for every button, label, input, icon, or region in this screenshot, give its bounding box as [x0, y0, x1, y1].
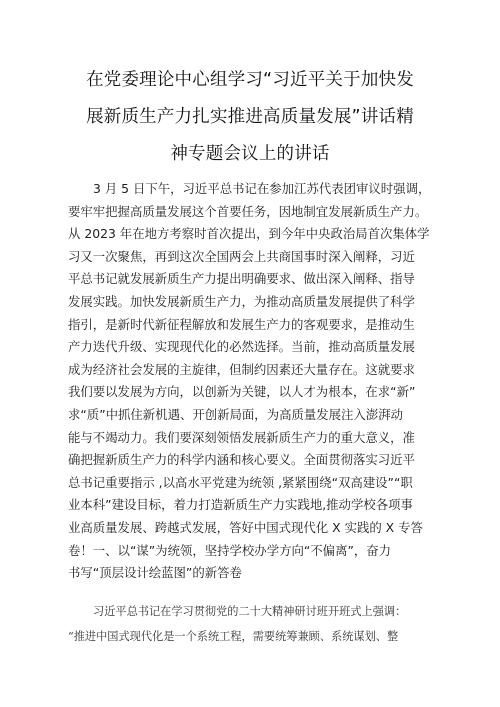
body-line: 总书记重要指示 ,以高水平党建为统领 ,紧紧围绕“双高建设”“职: [68, 474, 413, 490]
body-line: 3 月 5 日下午，习近平总书记在参加江苏代表团审议时强调，: [93, 181, 431, 196]
body-line: 能与不竭动力。我们要深刻领悟发展新质生产力的重大意义，准: [68, 429, 415, 445]
body-line: 平总书记就发展新质生产力提出明确要求、做出深入阐释、指导: [68, 271, 415, 287]
title-line: 在党委理论中心组学习“习近平关于加快发: [86, 70, 414, 90]
body-line: 指引，是新时代新征程解放和发展生产力的客观要求，是推动生: [68, 316, 415, 332]
body-line: 业本科”建设目标，着力打造新质生产力实践地,推动学校各项事: [68, 497, 413, 513]
body-line: 要牢牢把握高质量发展这个首要任务，因地制宜发展新质生产力。: [68, 203, 428, 219]
body-line: 业高质量发展、跨越式发展，答好中国式现代化 X 实践的 X 专答: [68, 519, 423, 535]
body-line: 从 2023 年在地方考察时首次提出，到今年中央政治局首次集体学: [68, 226, 430, 242]
body-line: 发展实践。加快发展新质生产力，为推动高质量发展提供了科学: [68, 293, 415, 309]
document-title: [70, 62, 430, 173]
body-line: 求“质”中抓住新机遇、开创新局面，为高质量发展注入澎湃动: [68, 406, 403, 422]
body-line: 成为经济社会发展的主旋律，但制约因素还大量存在。这就要求: [68, 361, 415, 377]
body-line: 卷！一、以“谋”为统领，坚持学校办学方向“不偏离”，奋力: [68, 542, 392, 558]
body-line: 产力迭代升级、实现现代化的必然选择。当前，推动高质量发展: [68, 339, 415, 355]
body-line: 书写“顶层设计绘蓝图”的新答卷: [68, 565, 242, 581]
body-line: 确把握新质生产力的科学内涵和核心要义。全面贯彻落实习近平: [68, 452, 415, 468]
body-line: 我们要以发展为方向，以创新为关键，以人才为根本，在求“新”: [68, 384, 416, 400]
title-line: 神专题会议上的讲话: [170, 144, 330, 164]
body-line: 习又一次聚焦，再到这次全国两会上共商国事时深入阐释，习近: [68, 248, 415, 264]
document-body: [68, 178, 444, 585]
continuation-line: “推进中国式现代化是一个系统工程，需要统筹兼顾、系统谋划、整: [68, 629, 399, 643]
title-line: 展新质生产力扎实推进高质量发展”讲话精: [86, 107, 414, 127]
continuation-line: 习近平总书记在学习贯彻党的二十大精神研讨班开班式上强调：: [93, 605, 407, 618]
document-continuation: [68, 600, 444, 649]
